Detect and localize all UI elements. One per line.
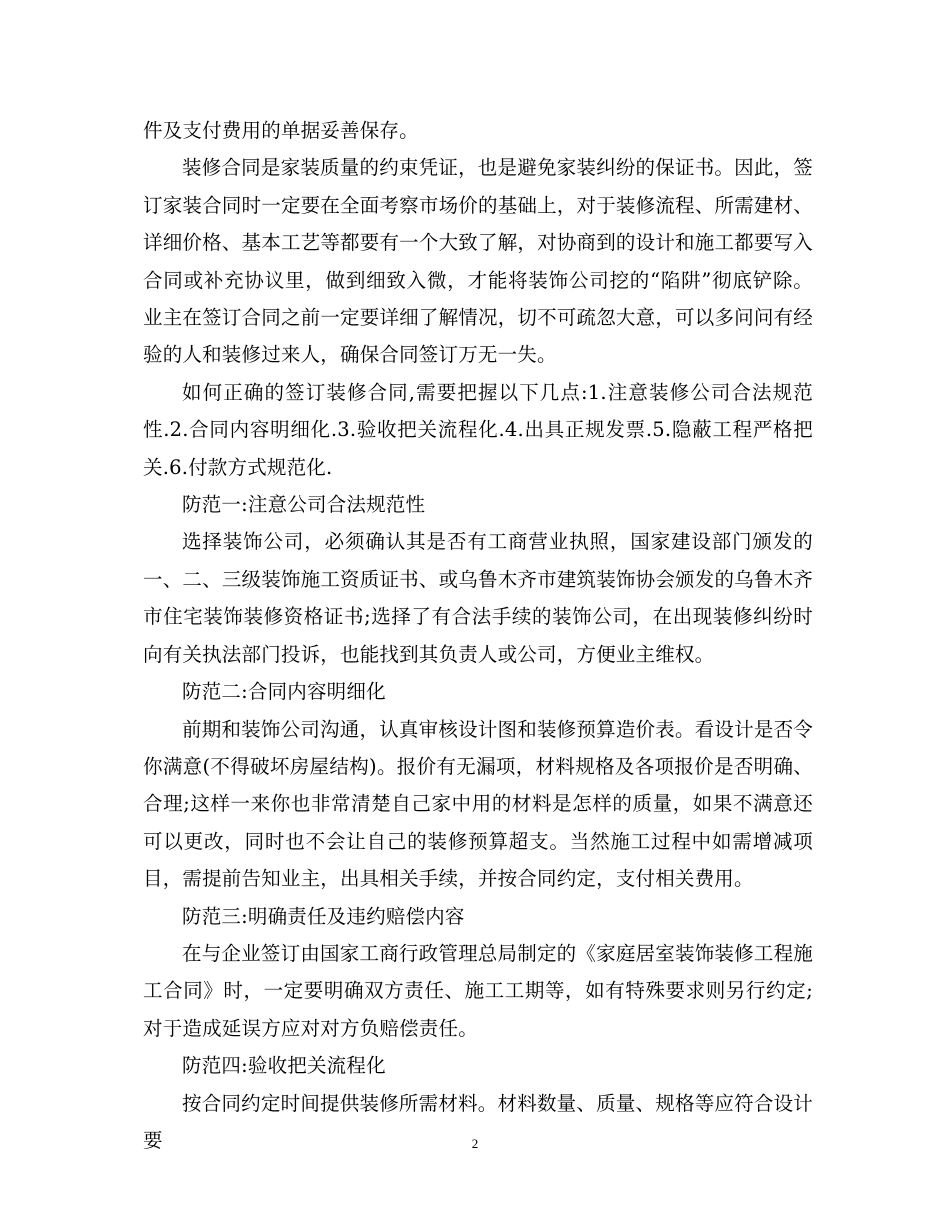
paragraph: 前期和装饰公司沟通，认真审核设计图和装修预算造价表。看设计是否令你满意(不得破坏房屋结构)。报价有无漏项，材料规格及各项报价是否明确、合理;这样一来你也非常清楚自己家中用的材料是怎样的质量，如果不满意还可以更改，同时也不会让自己的装修预算超支。当然施工过程中如需增减项目，需提前告知业主，出具相关手续，并按合同约定，支付相关费用。 [143, 717, 813, 891]
section-heading: 防范二:合同内容明细化 [182, 680, 386, 704]
paragraph: 装修合同是家装质量的约束凭证，也是避免家装纠纷的保证书。因此，签订家装合同时一定要在全面考察市场价的基础上，对于装修流程、所需建材、详细价格、基本工艺等都要有一个大致了解，对协商到的设计和施工都要写入合同或补充协议里，做到细致入微，才能将装饰公司挖的“陷阱”彻底铲除。业主在签订合同之前一定要详细了解情况，切不可疏忽大意，可以多问问有经验的人和装修过来人，确保合同签订万无一失。 [143, 156, 813, 367]
section-heading: 防范四:验收把关流程化 [182, 1054, 386, 1078]
paragraph: 按合同约定时间提供装修所需材料。材料数量、质量、规格等应符合设计要 [143, 1091, 813, 1152]
paragraph: 如何正确的签订装修合同,需要把握以下几点:1.注意装修公司合法规范性.2.合同内容明细化.3.验收把关流程化.4.出具正规发票.5.隐蔽工程严格把关.6.付款方式规范化. [143, 380, 813, 479]
section-heading: 防范一:注意公司合法规范性 [182, 493, 426, 517]
page-number: 2 [471, 1136, 479, 1151]
paragraph: 选择装饰公司，必须确认其是否有工商营业执照，国家建设部门颁发的一、二、三级装饰施工资质证书、或乌鲁木齐市建筑装饰协会颁发的乌鲁木齐市住宅装饰装修资格证书;选择了有合法手续的装饰公司，在出现装修纠纷时向有关执法部门投诉，也能找到其负责人或公司，方便业主维权。 [143, 530, 813, 666]
paragraph: 在与企业签订由国家工商行政管理总局制定的《家庭居室装饰装修工程施工合同》时，一定要明确双方责任、施工工期等，如有特殊要求则另行约定;对于造成延误方应对对方负赔偿责任。 [143, 941, 813, 1040]
document-body [143, 112, 813, 1159]
section-heading: 防范三:明确责任及违约赔偿内容 [182, 904, 465, 928]
paragraph: 件及支付费用的单据妥善保存。 [143, 119, 419, 142]
